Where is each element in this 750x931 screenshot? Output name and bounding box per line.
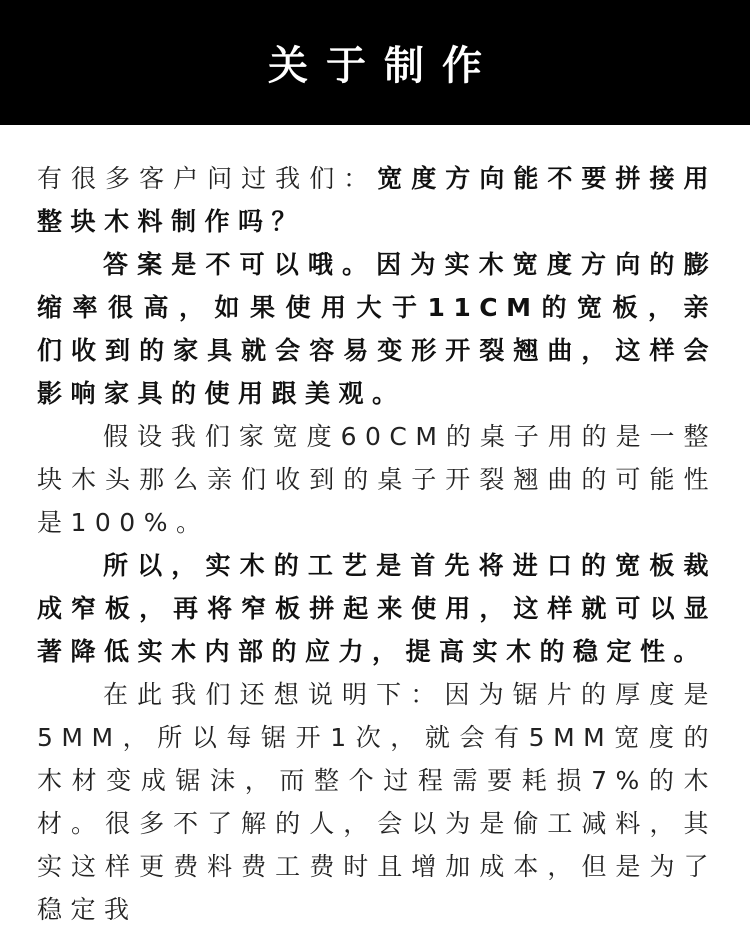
question-intro: 有很多客户问过我们： bbox=[37, 164, 378, 193]
question-text: 宽度方向能不要拼接用整块木料制作吗？ bbox=[37, 164, 717, 236]
paragraph-example: 假设我们家宽度60CM的桌子用的是一整块木头那么亲们收到的桌子开裂翘曲的可能性是100%。 bbox=[37, 422, 717, 537]
page-title: 关于制作 bbox=[268, 43, 500, 89]
paragraph-process: 所以，实木的工艺是首先将进口的宽板裁成窄板，再将窄板拼起来使用，这样就可以显著降低实木内部的应力，提高实木的稳定性。 bbox=[37, 551, 717, 666]
header-banner bbox=[0, 0, 750, 125]
paragraph-explanation: 在此我们还想说明下：因为锯片的厚度是5MM，所以每锯开1次，就会有5MM宽度的木材变成锯沫，而整个过程需要耗损7%的木材。很多不了解的人，会以为是偷工减料，其实这样更费料费工费时且增加成本，但是为了稳定我 bbox=[37, 680, 717, 924]
article-body bbox=[37, 157, 717, 931]
paragraph-question bbox=[37, 157, 717, 243]
paragraph-answer: 答案是不可以哦。因为实木宽度方向的膨缩率很高，如果使用大于11CM的宽板，亲们收到的家具就会容易变形开裂翘曲，这样会影响家具的使用跟美观。 bbox=[37, 250, 717, 408]
